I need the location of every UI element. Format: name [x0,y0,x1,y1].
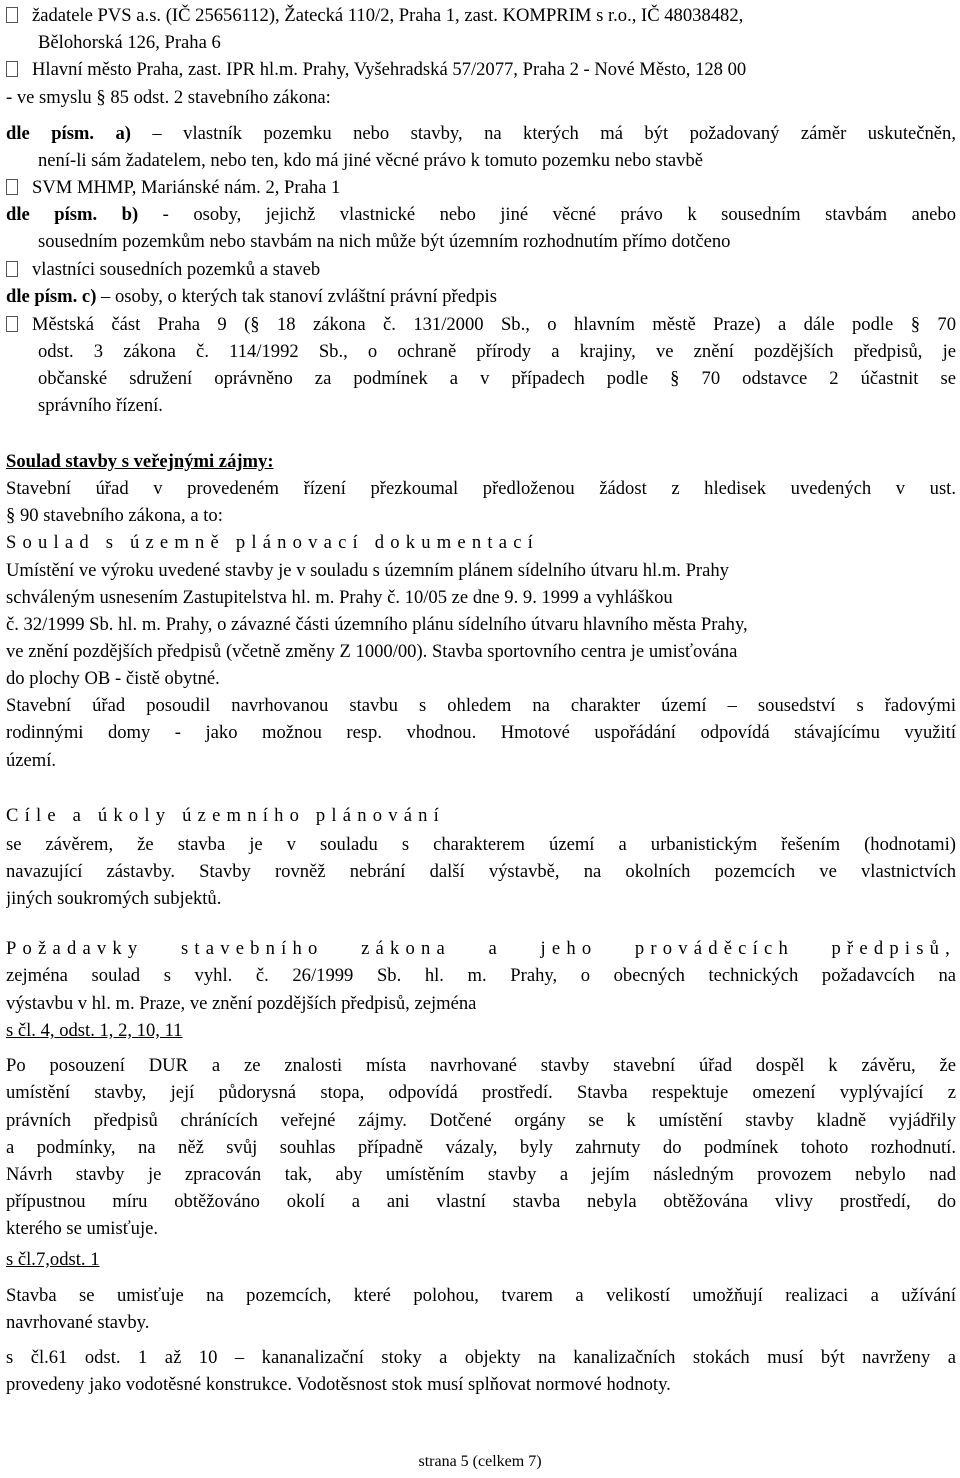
text-line: s čl.61 odst. 1 až 10 – kananalizační stoky a objekty na kanalizačních stokách musí být navrženy a [6,1347,956,1368]
text-line: Po posouzení DUR a ze znalosti místa navrhované stavby stavební úřad dospěl k závěru, že [6,1055,956,1076]
text-line: výstavbu v hl. m. Praze, ve znění pozdějších předpisů, zejména [6,993,477,1014]
clause-heading: dle písm. a) [6,123,131,144]
clause-heading: dle písm. c) [6,286,97,307]
text-line: kterého se umisťuje. [6,1218,159,1239]
subheading: s čl.7,odst. 1 [6,1249,100,1270]
text-line: do plochy OB - čistě obytné. [6,668,220,689]
text-line: schváleným usnesením Zastupitelstva hl. m. Prahy č. 10/05 ze dne 9. 9. 1999 a vyhláškou [6,587,673,608]
clause-heading: dle písm. b) [6,204,139,225]
text-line: Umístění ve výroku uvedené stavby je v souladu s územním plánem sídelního útvaru hl.m. Prahy [6,560,729,581]
text-line: umístění stavby, její půdorysná stopa, odpovídá prostředí. Stavba respektuje omezení vyplývající z [6,1082,956,1103]
text-line: přípustnou míru obtěžováno okolí a ani vlastní stavba nebyla obtěžována vlivy prostředí, do [6,1191,956,1212]
text-line: Návrh stavby je zpracován tak, aby umístěním stavby a jejím následným provozem nebylo nad [6,1164,956,1185]
text-line: č. 32/1999 Sb. hl. m. Prahy, o závazné části územního plánu sídelního útvaru hlavního města Prahy, [6,614,748,635]
text-line: se závěrem, že stavba je v souladu s charakterem území a urbanistickým řešením (hodnotami) [6,834,956,855]
checkbox-glyph-icon [6,261,18,277]
text-line: dle písm. c) – osoby, o kterých tak stanoví zvláštní právní předpis [6,286,497,307]
text-line: ve znění pozdějších předpisů (včetně změny Z 1000/00). Stavba sportovního centra je umisťována [6,641,738,662]
text-line: provedeny jako vodotěsné konstrukce. Vodotěsnost stok musí splňovat normové hodnoty. [6,1374,671,1395]
text-line: Stavební úřad posoudil navrhovanou stavbu s ohledem na charakter území – sousedství s řadovými [6,695,956,716]
text-line: odst. 3 zákona č. 114/1992 Sb., o ochraně přírody a krajiny, ve znění pozdějších předpisů, je [38,341,956,362]
checkbox-glyph-icon [6,179,18,195]
text-line: občanské sdružení oprávněno za podmínek a v případech podle § 70 odstavce 2 účastnit se [38,368,956,389]
text-line: Stavební úřad v provedeném řízení přezkoumal předloženou žádost z hledisek uvedených v ust. [6,478,956,499]
text-line: SVM MHMP, Mariánské nám. 2, Praha 1 [6,174,956,201]
text-line: dle písm. b) - osoby, jejichž vlastnické nebo jiné věcné právo k sousedním stavbám anebo [6,204,956,225]
checkbox-glyph-icon [6,61,18,77]
text-line: - ve smyslu § 85 odst. 2 stavebního zákona: [6,87,331,108]
text-line: Stavba se umisťuje na pozemcích, které polohou, tvarem a velikostí umožňují realizaci a užívání [6,1285,956,1306]
text-line: není-li sám žadatelem, nebo ten, kdo má jiné věcné právo k tomuto pozemku nebo stavbě [38,150,704,171]
subheading: s čl. 4, odst. 1, 2, 10, 11 [6,1020,183,1041]
text-line: Městská část Praha 9 (§ 18 zákona č. 131/2000 Sb., o hlavním městě Praze) a dále podle § 70 [6,311,956,338]
text-line: vlastníci sousedních pozemků a staveb [6,256,956,283]
section-heading: Soulad stavby s veřejnými zájmy: [6,451,274,472]
text-line: žadatele PVS a.s. (IČ 25656112), Žatecká 110/2, Praha 1, zast. KOMPRIM s r.o., IČ 48038482, [6,2,956,29]
checkbox-glyph-icon [6,316,18,332]
page-footer: strana 5 (celkem 7) [418,1453,542,1470]
text-line: navazující zástavby. Stavby rovněž nebrání další výstavbě, na okolních pozemcích ve vlastnictvích [6,861,956,882]
checkbox-glyph-icon [6,7,18,23]
text-line: navrhované stavby. [6,1312,150,1333]
spaced-heading: Soulad s územně plánovací dokumentací [6,532,540,553]
text-line: sousedním pozemkům nebo stavbám na nich může být územním rozhodnutím přímo dotčeno [38,231,731,252]
text-line: § 90 stavebního zákona, a to: [6,505,223,526]
text-line: správního řízení. [38,395,163,416]
text-line: rodinnými domy - jako možnou resp. vhodnou. Hmotové uspořádání odpovídá stávajícímu využití [6,722,956,743]
text-line: jiných soukromých subjektů. [6,888,222,909]
text-line: Bělohorská 126, Praha 6 [38,32,221,53]
text-line: právních předpisů chránících veřejné zájmy. Dotčené orgány se k umístění stavby kladně vyjádřily [6,1110,956,1131]
text-line: dle písm. a) – vlastník pozemku nebo stavby, na kterých má být požadovaný záměr uskutečněn, [6,123,956,144]
text-line: a podmínky, na něž svůj souhlas případně vázaly, byly zahrnuty do podmínek tohoto rozhodnutí. [6,1137,956,1158]
text-line: zejména soulad s vyhl. č. 26/1999 Sb. hl. m. Prahy, o obecných technických požadavcích na [6,965,956,986]
text-line: území. [6,750,57,771]
spaced-heading: Cíle a úkoly územního plánování [6,805,446,826]
text-line: Hlavní město Praha, zast. IPR hl.m. Prahy, Vyšehradská 57/2077, Praha 2 - Nové Město, 128 00 [6,56,956,83]
spaced-heading: Požadavky stavebního zákona a jeho prováděcích předpisů, [6,938,956,959]
